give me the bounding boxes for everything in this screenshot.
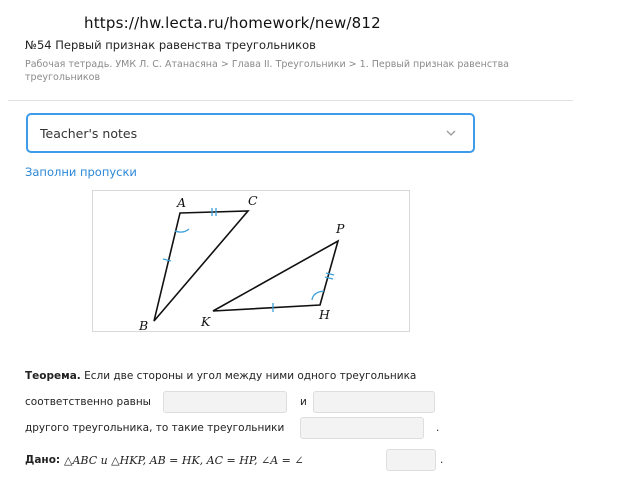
triangle-abc xyxy=(154,211,248,321)
label-b: B xyxy=(139,318,149,333)
theorem-and: и xyxy=(300,396,307,408)
chevron-down-icon xyxy=(442,124,460,142)
page-url: https://hw.lecta.ru/homework/new/812 xyxy=(84,14,381,32)
exercise-title: Заполни пропуски xyxy=(25,165,137,179)
given-label: Дано: xyxy=(25,454,61,466)
theorem-period: . xyxy=(436,422,440,434)
given-formula: △ABC и △HKP, AB = HK, AC = HP, ∠A = ∠ xyxy=(64,454,304,467)
breadcrumb[interactable]: Рабочая тетрадь. УМК Л. С. Атанасяна > Глава II. Треугольники > 1. Первый признак равенства треугольников xyxy=(25,59,510,83)
triangle-khp xyxy=(213,241,338,311)
triangles-figure xyxy=(92,190,410,332)
answer-field-2[interactable] xyxy=(313,391,435,413)
theorem-text-3: другого треугольника, то такие треугольники xyxy=(25,422,285,434)
answer-field-3[interactable] xyxy=(300,417,424,439)
tick-ab xyxy=(163,259,171,261)
label-h: H xyxy=(319,307,330,322)
theorem-line-1 xyxy=(25,370,416,382)
angle-a-arc xyxy=(175,229,189,232)
theorem-label: Теорема. xyxy=(25,370,81,382)
label-k: K xyxy=(201,314,211,329)
label-c: C xyxy=(248,193,258,208)
given-period: . xyxy=(440,454,444,466)
answer-field-4[interactable] xyxy=(386,449,436,471)
teacher-notes-label: Teacher's notes xyxy=(40,126,138,141)
tick-hp-1 xyxy=(326,273,334,275)
teacher-notes-dropdown[interactable] xyxy=(26,113,475,153)
theorem-text-1: Если две стороны и угол между ними одного треугольника xyxy=(84,370,417,382)
label-p: P xyxy=(336,221,345,236)
task-title: №54 Первый признак равенства треугольников xyxy=(25,38,316,52)
theorem-text-2: соответственно равны xyxy=(25,396,151,408)
divider xyxy=(8,100,573,101)
tick-hp-2 xyxy=(325,277,333,279)
label-a: A xyxy=(177,195,187,210)
answer-field-1[interactable] xyxy=(163,391,287,413)
